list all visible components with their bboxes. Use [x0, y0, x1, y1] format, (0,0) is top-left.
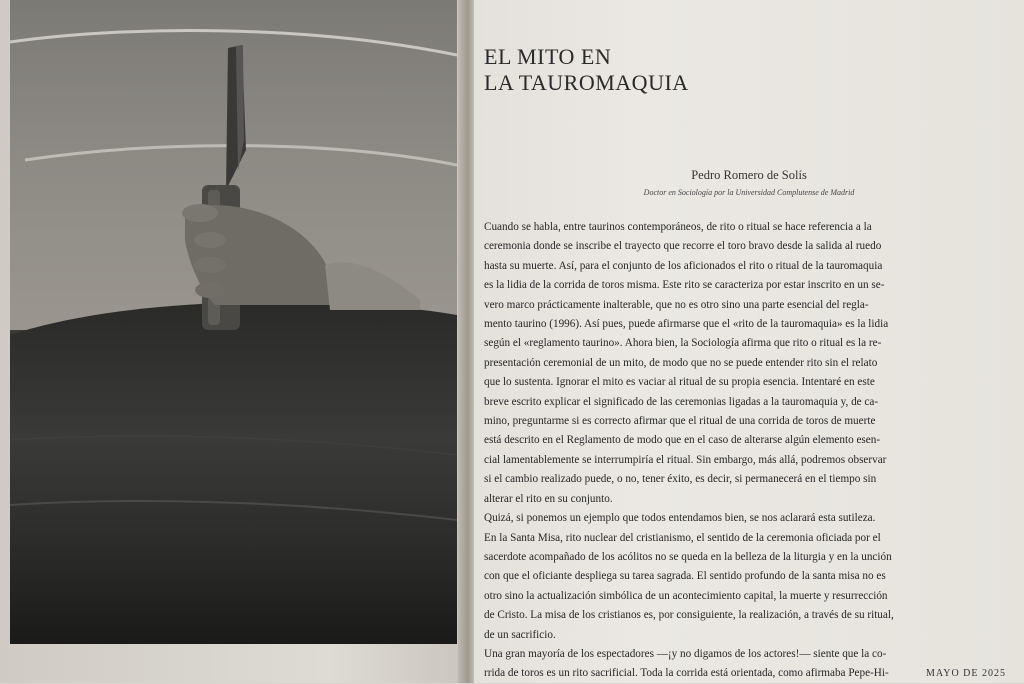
- body-line: otro sino la actualización simbólica de un acontecimiento capital, la muerte y resurrección: [484, 589, 888, 602]
- body-line: de Cristo. La misa de los cristianos es, por consiguiente, la realización, a través de su ritual,: [484, 609, 894, 622]
- photo-hand-with-knife: [10, 0, 457, 644]
- body-line: En la Santa Misa, rito nuclear del cristianismo, el sentido de la ceremonia oficiada por el: [484, 531, 881, 544]
- photo-illustration: [10, 0, 457, 644]
- article-title: [484, 44, 689, 96]
- left-page: [0, 0, 470, 683]
- body-line: mino, preguntarme si es correcto afirmar que el ritual de una corrida de toros de muerte: [484, 415, 876, 428]
- body-line: alterar el rito en su conjunto.: [484, 492, 613, 505]
- body-line: cial lamentablemente se interrumpiría el ritual. Sin embargo, más allá, podremos observar: [484, 453, 887, 466]
- right-page: [474, 0, 1024, 683]
- body-line: hasta su muerte. Así, para el conjunto de los aficionados el rito o ritual de la tauromaquia: [484, 259, 883, 272]
- body-line: vero marco prácticamente inalterable, que no es otro sino una parte esencial del regla-: [484, 298, 869, 311]
- author-name: Pedro Romero de Solís: [691, 168, 807, 182]
- body-line: mento taurino (1996). Así pues, puede afirmarse que el «rito de la tauromaquia» es la lidia: [484, 318, 889, 331]
- page-footer-date: MAYO DE 2025: [926, 668, 1006, 679]
- body-line: está descrito en el Reglamento de modo que en el caso de alterarse algún elemento esen-: [484, 434, 881, 447]
- body-line: de un sacrificio.: [484, 628, 556, 641]
- body-line: si el cambio realizado puede, o no, tener éxito, es decir, si permanecerá en el tiempo sin: [484, 473, 877, 486]
- body-line: rrida de toros es un rito sacrificial. Toda la corrida está orientada, como afirmaba Pepe-Hi-: [484, 667, 889, 680]
- body-line: es la lidia de la corrida de toros misma. Este rito se caracteriza por estar inscrito en un se-: [484, 279, 885, 292]
- title-line-1: EL MITO EN: [484, 44, 612, 69]
- body-line: presentación ceremonial de un mito, de modo que no se puede entender rito sin el relato: [484, 356, 878, 369]
- body-line: Una gran mayoría de los espectadores —¡y no digamos de los actores!— siente que la co-: [484, 647, 887, 660]
- author-affiliation: Doctor en Sociología por la Universidad Complutense de Madrid: [643, 188, 855, 197]
- body-line: sacerdote acompañado de los acólitos no se queda en la belleza de la liturgia y en la unción: [484, 550, 892, 563]
- title-line-2: LA TAUROMAQUIA: [484, 70, 689, 95]
- body-line: Quizá, si ponemos un ejemplo que todos entendamos bien, se nos aclarará esta sutileza.: [484, 512, 876, 525]
- body-line: ceremonia donde se inscribe el trayecto que recorre el toro bravo desde la salida al ruedo: [484, 240, 882, 253]
- body-line: breve escrito explicar el significado de las ceremonias ligadas a la tauromaquia y, de ca-: [484, 395, 879, 408]
- body-line: que lo sustenta. Ignorar el mito es vaciar al ritual de su propia esencia. Intentaré en este: [484, 376, 875, 389]
- body-line: con que el oficiante despliega su tarea sagrada. El sentido profundo de la santa misa no es: [484, 570, 886, 583]
- body-line: Cuando se habla, entre taurinos contemporáneos, de rito o ritual se hace referencia a la: [484, 221, 872, 233]
- article-body: [484, 218, 966, 684]
- body-line: según el «reglamento taurino». Ahora bien, la Sociología afirma que rito o ritual es la re-: [484, 337, 882, 350]
